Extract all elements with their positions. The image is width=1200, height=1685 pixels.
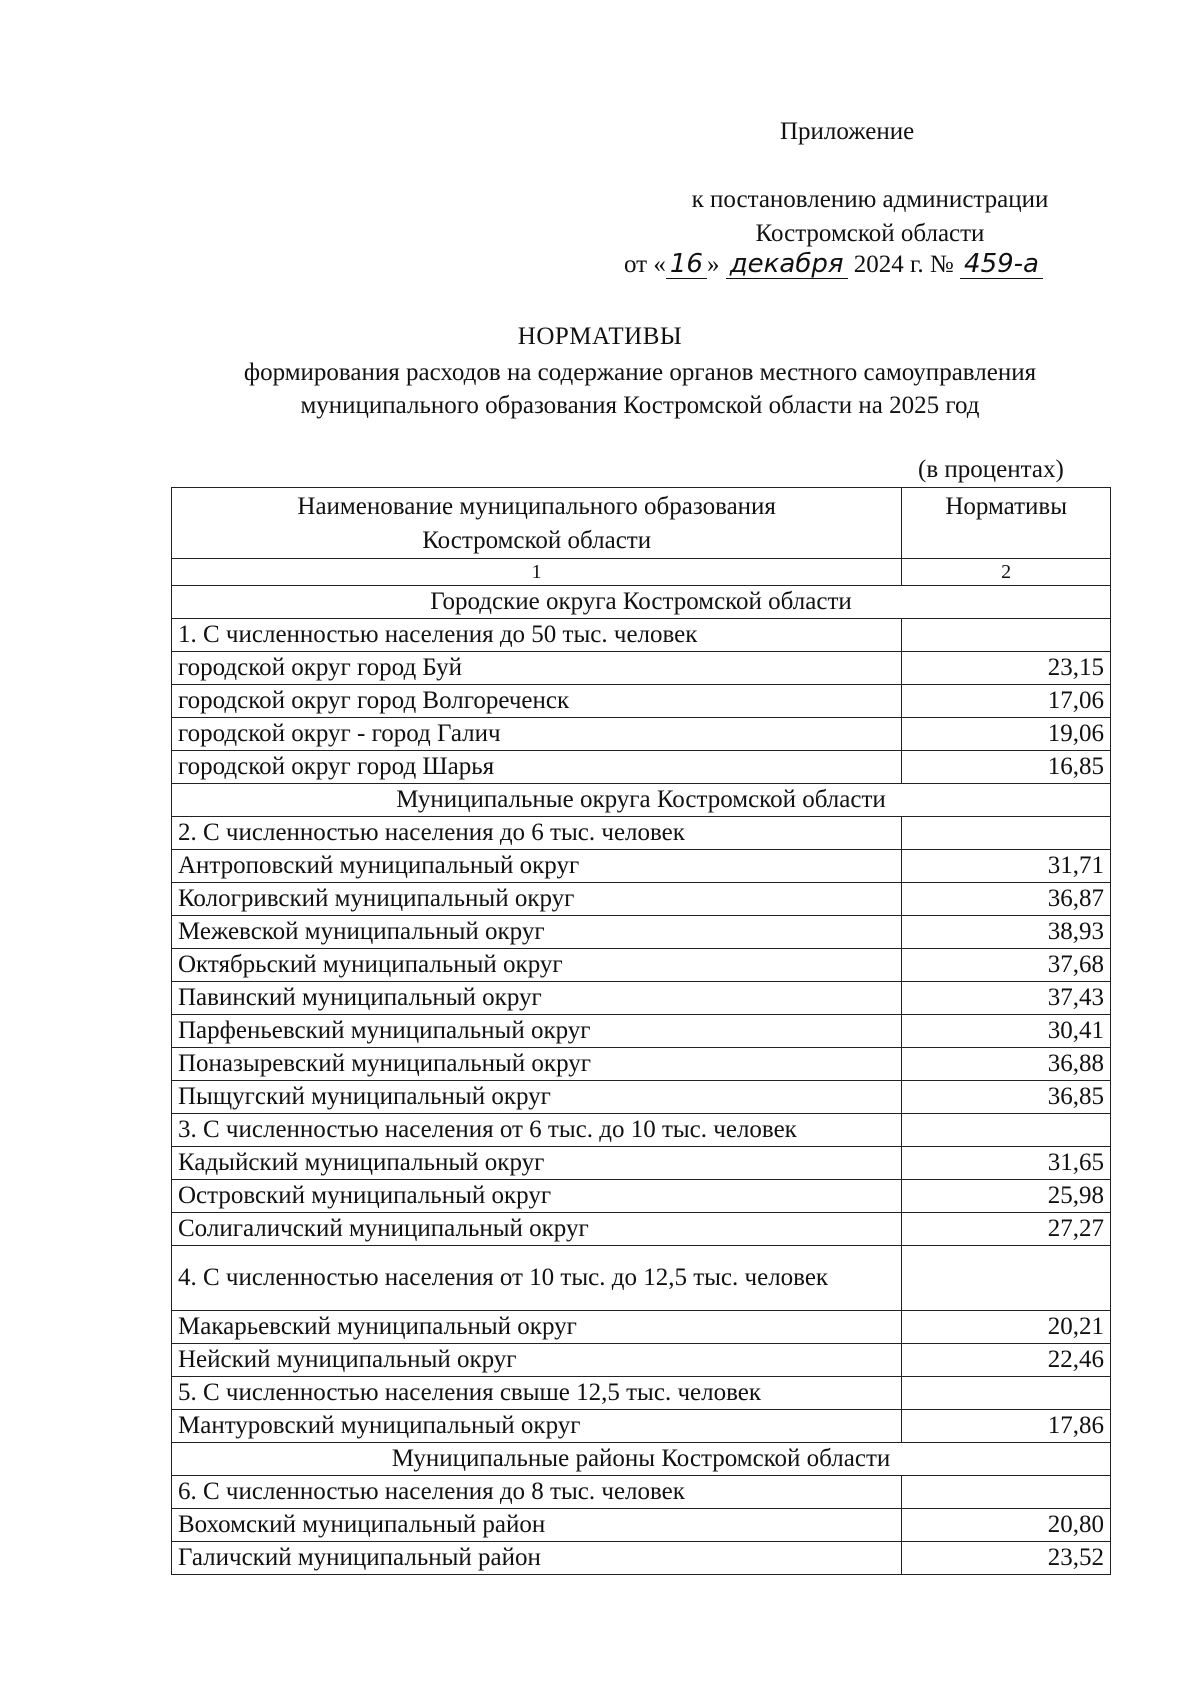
table-row xyxy=(172,883,1111,916)
group-row xyxy=(172,619,1111,652)
norm-value: 37,68 xyxy=(902,949,1111,982)
table-row xyxy=(172,916,1111,949)
table-row xyxy=(172,1213,1111,1246)
appendix-reference xyxy=(600,183,1140,251)
group-row xyxy=(172,1246,1111,1311)
norm-value: 31,65 xyxy=(902,1147,1111,1180)
municipality-name: Павинский муниципальный округ xyxy=(172,982,902,1015)
table-row xyxy=(172,1542,1111,1575)
document-subtitle-line2: муниципального образования Костромской области на 2025 год xyxy=(300,392,980,419)
municipality-name: Солигаличский муниципальный округ xyxy=(172,1213,902,1246)
norms-table xyxy=(171,487,1111,1575)
norm-value: 19,06 xyxy=(902,718,1111,751)
date-prefix: от « xyxy=(624,251,666,278)
document-subtitle xyxy=(160,356,1120,422)
header-name-line1: Наименование муниципального образования xyxy=(297,493,776,520)
appendix-label: Приложение xyxy=(780,118,915,145)
table-header-row xyxy=(172,488,1111,559)
norm-value xyxy=(902,1476,1111,1509)
section-row xyxy=(172,784,1111,817)
group-title: 5. С численностью населения свыше 12,5 тыс. человек xyxy=(172,1377,902,1410)
header-name-line2: Костромской области xyxy=(422,527,652,554)
municipality-name: Пыщугский муниципальный округ xyxy=(172,1081,902,1114)
handwritten-doc-number: 459-а xyxy=(960,250,1043,279)
section-title: Городские округа Костромской области xyxy=(172,586,1111,619)
table-row xyxy=(172,850,1111,883)
municipality-name: городской округ город Шарья xyxy=(172,751,902,784)
norm-value: 31,71 xyxy=(902,850,1111,883)
norm-value xyxy=(902,817,1111,850)
column-number-2: 2 xyxy=(902,559,1111,586)
norm-value: 23,15 xyxy=(902,652,1111,685)
norm-value: 36,85 xyxy=(902,1081,1111,1114)
section-row xyxy=(172,1443,1111,1476)
group-title: 4. С численностью населения от 10 тыс. до 12,5 тыс. человек xyxy=(172,1246,902,1311)
group-row xyxy=(172,1114,1111,1147)
handwritten-month: декабря xyxy=(726,250,848,279)
norm-value: 20,21 xyxy=(902,1311,1111,1344)
municipality-name: Кологривский муниципальный округ xyxy=(172,883,902,916)
group-row xyxy=(172,1377,1111,1410)
municipality-name: Нейский муниципальный округ xyxy=(172,1344,902,1377)
municipality-name: Макарьевский муниципальный округ xyxy=(172,1311,902,1344)
table-row xyxy=(172,1048,1111,1081)
municipality-name: Антроповский муниципальный округ xyxy=(172,850,902,883)
municipality-name: Вохомский муниципальный район xyxy=(172,1509,902,1542)
norm-value: 22,46 xyxy=(902,1344,1111,1377)
document-subtitle-line1: формирования расходов на содержание органов местного самоуправления xyxy=(243,359,1037,386)
group-title: 6. С численностью населения до 8 тыс. человек xyxy=(172,1476,902,1509)
table-row xyxy=(172,1410,1111,1443)
norm-value: 36,87 xyxy=(902,883,1111,916)
date-year: 2024 г. № xyxy=(853,251,954,278)
municipality-name: городской округ город Буй xyxy=(172,652,902,685)
section-title: Муниципальные районы Костромской области xyxy=(172,1443,1111,1476)
header-value-cell: Нормативы xyxy=(902,488,1111,559)
municipality-name: Парфеньевский муниципальный округ xyxy=(172,1015,902,1048)
norm-value: 20,80 xyxy=(902,1509,1111,1542)
norm-value xyxy=(902,1246,1111,1311)
group-title: 1. С численностью населения до 50 тыс. человек xyxy=(172,619,902,652)
table-row xyxy=(172,1081,1111,1114)
table-row xyxy=(172,982,1111,1015)
appendix-reference-line2: Костромской области xyxy=(755,220,985,247)
municipality-name: городской округ - город Галич xyxy=(172,718,902,751)
norm-value: 17,86 xyxy=(902,1410,1111,1443)
municipality-name: Поназыревский муниципальный округ xyxy=(172,1048,902,1081)
table-row xyxy=(172,1147,1111,1180)
decree-date-line xyxy=(624,250,1043,279)
table-row xyxy=(172,718,1111,751)
section-row xyxy=(172,586,1111,619)
norm-value xyxy=(902,1377,1111,1410)
table-row xyxy=(172,1344,1111,1377)
table-row xyxy=(172,949,1111,982)
municipality-name: городской округ город Волгореченск xyxy=(172,685,902,718)
norm-value: 27,27 xyxy=(902,1213,1111,1246)
header-name-cell xyxy=(172,488,902,559)
column-number-row xyxy=(172,559,1111,586)
section-title: Муниципальные округа Костромской области xyxy=(172,784,1111,817)
norm-value: 36,88 xyxy=(902,1048,1111,1081)
norm-value xyxy=(902,1114,1111,1147)
table-row xyxy=(172,652,1111,685)
municipality-name: Кадыйский муниципальный округ xyxy=(172,1147,902,1180)
column-number-1: 1 xyxy=(172,559,902,586)
norm-value: 38,93 xyxy=(902,916,1111,949)
appendix-reference-line1: к постановлению администрации xyxy=(691,186,1049,213)
table-row xyxy=(172,1015,1111,1048)
norm-value: 30,41 xyxy=(902,1015,1111,1048)
municipality-name: Межевской муниципальный округ xyxy=(172,916,902,949)
municipality-name: Островский муниципальный округ xyxy=(172,1180,902,1213)
municipality-name: Галичский муниципальный район xyxy=(172,1542,902,1575)
norm-value: 37,43 xyxy=(902,982,1111,1015)
table-row xyxy=(172,685,1111,718)
table-row xyxy=(172,1509,1111,1542)
norm-value: 25,98 xyxy=(902,1180,1111,1213)
table-row xyxy=(172,751,1111,784)
units-note: (в процентах) xyxy=(918,456,1064,483)
municipality-name: Октябрьский муниципальный округ xyxy=(172,949,902,982)
group-row xyxy=(172,1476,1111,1509)
norm-value: 16,85 xyxy=(902,751,1111,784)
norm-value: 17,06 xyxy=(902,685,1111,718)
group-row xyxy=(172,817,1111,850)
table-row xyxy=(172,1180,1111,1213)
date-quote-close: » xyxy=(706,251,720,278)
group-title: 3. С численностью населения от 6 тыс. до 10 тыс. человек xyxy=(172,1114,902,1147)
handwritten-day: 16 xyxy=(666,250,707,279)
municipality-name: Мантуровский муниципальный округ xyxy=(172,1410,902,1443)
norm-value: 23,52 xyxy=(902,1542,1111,1575)
table-row xyxy=(172,1311,1111,1344)
group-title: 2. С численностью населения до 6 тыс. человек xyxy=(172,817,902,850)
norm-value xyxy=(902,619,1111,652)
document-title: НОРМАТИВЫ xyxy=(517,323,683,350)
